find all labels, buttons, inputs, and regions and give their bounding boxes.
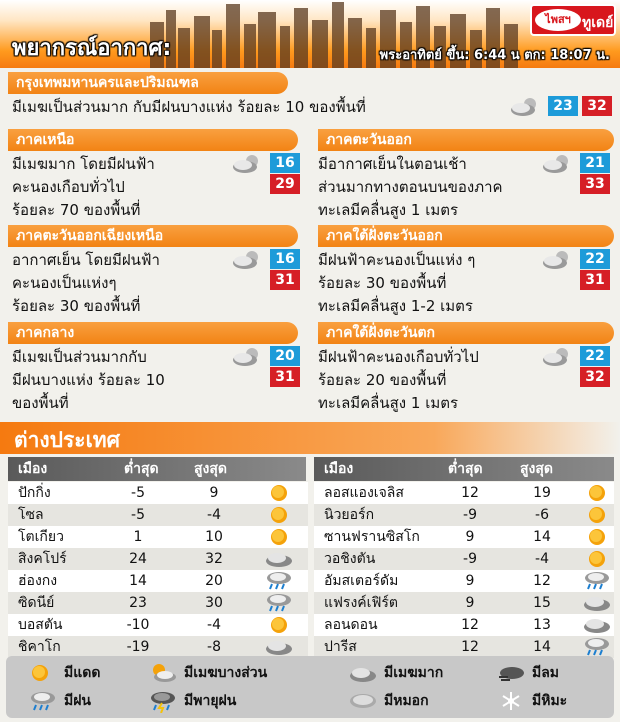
low-temp: -5 xyxy=(131,507,145,523)
high-temp: 20 xyxy=(205,573,223,589)
region-northeast-line1: อากาศเย็น โดยมีฝนฟ้า xyxy=(12,251,160,269)
region-north-line1: มีเมฆมาก โดยมีฝนฟ้า xyxy=(12,155,155,173)
high-temp: 30 xyxy=(205,595,223,611)
low-temp: 12 xyxy=(461,485,479,501)
city-name: โตเกียว xyxy=(18,529,64,545)
low-temp: -5 xyxy=(131,485,145,501)
region-central-high: 31 xyxy=(270,367,300,387)
city-name: ซิดนีย์ xyxy=(18,595,55,611)
brand-logo xyxy=(530,4,616,36)
region-northeast-line3: ร้อยละ 30 ของพื้นที่ xyxy=(12,297,141,315)
low-temp: 9 xyxy=(465,595,475,611)
col-low: ต่ำสุด xyxy=(448,461,483,477)
region-north-high: 29 xyxy=(270,174,300,194)
col-city: เมือง xyxy=(324,461,354,477)
col-high: สูงสุด xyxy=(520,461,554,477)
city-name: ซานฟรานซิสโก xyxy=(324,529,420,545)
region-east-high: 33 xyxy=(580,174,610,194)
low-temp: 12 xyxy=(461,639,479,655)
region-south-east-coast-heading: ภาคใต้ฝั่งตะวันออก xyxy=(318,225,614,247)
table-row xyxy=(314,504,614,526)
table-row xyxy=(314,482,614,504)
page-title: พยากรณ์อากาศ: xyxy=(12,36,172,61)
city-name: ปารีส xyxy=(324,639,357,655)
region-central-line1: มีเมฆเป็นส่วนมากกับ xyxy=(12,348,147,366)
city-name: บอสตัน xyxy=(18,617,63,633)
region-northeast-line2: คะนองเป็นแห่งๆ xyxy=(12,274,117,292)
partly-cloudy-icon xyxy=(540,345,574,369)
legend xyxy=(6,656,614,718)
snowflake-icon xyxy=(496,689,526,713)
low-temp: 9 xyxy=(465,573,475,589)
partly-cloudy-icon xyxy=(508,95,542,119)
low-temp: 23 xyxy=(129,595,147,611)
region-south-west-coast-low: 22 xyxy=(580,346,610,366)
high-temp: -4 xyxy=(207,617,221,633)
table-header-left xyxy=(8,457,306,481)
region-east-low: 21 xyxy=(580,153,610,173)
city-name: วอชิงตัน xyxy=(324,551,376,567)
region-central-line3: ของพื้นที่ xyxy=(12,394,69,412)
legend-rain-label: มีฝน xyxy=(64,693,92,709)
legend-storm-label: มีพายุฝน xyxy=(184,693,237,709)
col-low: ต่ำสุด xyxy=(124,461,159,477)
low-temp: 14 xyxy=(129,573,147,589)
region-central-line2: มีฝนบางแห่ง ร้อยละ 10 xyxy=(12,371,165,389)
bangkok-heading: กรุงเทพมหานครและปริมณฑล xyxy=(8,72,288,94)
partly-cloudy-icon xyxy=(230,248,264,272)
table-header-right xyxy=(314,457,614,481)
region-east-line1: มีอากาศเย็นในตอนเช้า xyxy=(318,155,467,173)
region-north-line3: ร้อยละ 70 ของพื้นที่ xyxy=(12,201,141,219)
low-temp: -19 xyxy=(126,639,150,655)
table-row xyxy=(314,614,614,636)
city-name: ลอสแองเจลิส xyxy=(324,485,404,501)
city-name: โซล xyxy=(18,507,44,523)
region-central-heading: ภาคกลาง xyxy=(8,322,298,344)
header xyxy=(0,0,620,68)
region-south-east-coast-high: 31 xyxy=(580,270,610,290)
high-temp: 10 xyxy=(205,529,223,545)
low-temp: -9 xyxy=(463,551,477,567)
high-temp: 15 xyxy=(533,595,551,611)
bangkok-low-temp: 23 xyxy=(548,96,578,116)
low-temp: 24 xyxy=(129,551,147,567)
high-temp: 32 xyxy=(205,551,223,567)
col-high: สูงสุด xyxy=(194,461,228,477)
region-north-heading: ภาคเหนือ xyxy=(8,129,298,151)
high-temp: 14 xyxy=(533,639,551,655)
table-row xyxy=(314,548,614,570)
high-temp: -4 xyxy=(207,507,221,523)
region-south-east-coast-line2: ร้อยละ 30 ของพื้นที่ xyxy=(318,274,447,292)
legend-partly-cloudy-label: มีเมฆบางส่วน xyxy=(184,665,268,681)
logo-mark: ไพสฯ xyxy=(535,9,581,31)
city-name: นิวยอร์ก xyxy=(324,507,375,523)
region-south-west-coast-line3: ทะเลมีคลื่นสูง 1 เมตร xyxy=(318,394,459,412)
high-temp: 14 xyxy=(533,529,551,545)
region-south-west-coast-high: 32 xyxy=(580,367,610,387)
low-temp: -9 xyxy=(463,507,477,523)
high-temp: 9 xyxy=(209,485,219,501)
wind-icon xyxy=(496,661,526,685)
partly-cloudy-icon xyxy=(230,152,264,176)
region-south-west-coast-heading: ภาคใต้ฝั่งตะวันตก xyxy=(318,322,614,344)
region-northeast-heading: ภาคตะวันออกเฉียงเหนือ xyxy=(8,225,298,247)
city-name: ชิคาโก xyxy=(18,639,61,655)
table-row xyxy=(8,526,308,548)
region-northeast-high: 31 xyxy=(270,270,300,290)
partly-cloudy-icon xyxy=(540,152,574,176)
low-temp: 9 xyxy=(465,529,475,545)
region-east-heading: ภาคตะวันออก xyxy=(318,129,614,151)
legend-snow-label: มีหิมะ xyxy=(532,693,568,709)
region-south-west-coast-line2: ร้อยละ 20 ของพื้นที่ xyxy=(318,371,447,389)
region-northeast-low: 16 xyxy=(270,249,300,269)
bangkok-forecast-text: มีเมฆเป็นส่วนมาก กับมีฝนบางแห่ง ร้อยละ 10 ของพื้นที่ xyxy=(12,98,366,116)
low-temp: -10 xyxy=(126,617,150,633)
logo-text: ทูเดย์ xyxy=(582,15,614,31)
high-temp: 12 xyxy=(533,573,551,589)
table-row xyxy=(8,570,308,592)
partly-cloudy-icon xyxy=(230,345,264,369)
low-temp: 12 xyxy=(461,617,479,633)
city-name: แฟรงค์เฟิร์ต xyxy=(324,595,398,611)
city-name: สิงคโปร์ xyxy=(18,551,67,567)
high-temp: -4 xyxy=(535,551,549,567)
city-name: ปักกิ่ง xyxy=(18,485,51,501)
international-heading-bar xyxy=(0,422,620,454)
table-row xyxy=(314,526,614,548)
table-row xyxy=(314,570,614,592)
region-east-line2: ส่วนมากทางตอนบนของภาค xyxy=(318,178,503,196)
rain-icon xyxy=(28,689,58,713)
partly-cloudy-icon xyxy=(148,661,178,685)
region-south-west-coast-line1: มีฝนฟ้าคะนองเกือบทั่วไป xyxy=(318,348,479,366)
col-city: เมือง xyxy=(18,461,48,477)
cloud-icon xyxy=(348,661,378,685)
table-row xyxy=(8,636,308,658)
table-row xyxy=(8,592,308,614)
high-temp: -8 xyxy=(207,639,221,655)
region-central-low: 20 xyxy=(270,346,300,366)
legend-cloudy-label: มีเมฆมาก xyxy=(384,665,444,681)
region-south-east-coast-low: 22 xyxy=(580,249,610,269)
table-row xyxy=(314,592,614,614)
region-north-line2: คะนองเกือบทั่วไป xyxy=(12,178,125,196)
table-row xyxy=(8,504,308,526)
region-south-east-coast-line3: ทะเลมีคลื่นสูง 1-2 เมตร xyxy=(318,297,473,315)
bangkok-high-temp: 32 xyxy=(582,96,612,116)
sun-icon xyxy=(28,661,58,685)
table-row xyxy=(8,548,308,570)
city-name: ลอนดอน xyxy=(324,617,378,633)
city-name: อัมสเตอร์ดัม xyxy=(324,573,399,589)
international-heading: ต่างประเทศ xyxy=(14,428,120,452)
table-row xyxy=(8,482,308,504)
region-north-low: 16 xyxy=(270,153,300,173)
table-row xyxy=(314,636,614,658)
low-temp: 1 xyxy=(133,529,143,545)
fog-icon xyxy=(348,689,378,713)
high-temp: 13 xyxy=(533,617,551,633)
partly-cloudy-icon xyxy=(540,248,574,272)
region-south-east-coast-line1: มีฝนฟ้าคะนองเป็นแห่ง ๆ xyxy=(318,251,476,269)
high-temp: 19 xyxy=(533,485,551,501)
region-east-line3: ทะเลมีคลื่นสูง 1 เมตร xyxy=(318,201,459,219)
table-row xyxy=(8,614,308,636)
high-temp: -6 xyxy=(535,507,549,523)
storm-icon xyxy=(148,689,178,713)
legend-fog-label: มีหมอก xyxy=(384,693,429,709)
legend-windy-label: มีลม xyxy=(532,665,560,681)
sunrise-sunset-times: พระอาทิตย์ ขึ้น: 6:44 น ตก: 18:07 น. xyxy=(379,48,610,63)
city-name: ฮ่องกง xyxy=(18,573,58,589)
legend-sunny-label: มีแดด xyxy=(64,665,101,681)
